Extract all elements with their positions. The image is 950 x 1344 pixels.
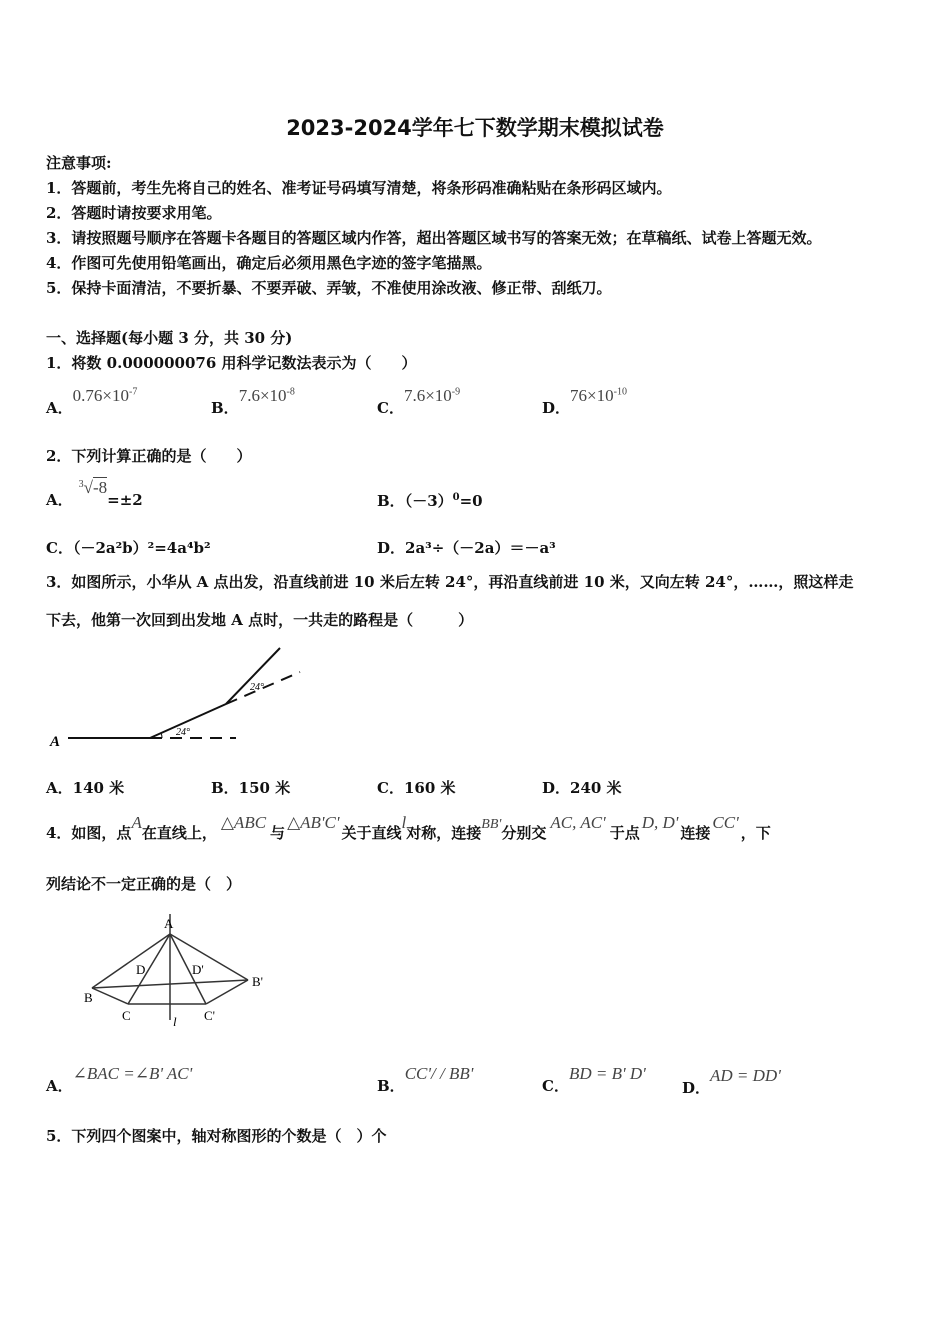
q4-label-b: B — [84, 990, 93, 1005]
q4-label-d2: D' — [192, 962, 204, 977]
section-heading: 一、选择题(每小题 3 分，共 30 分) — [46, 329, 293, 347]
q4-side-b2c2 — [206, 980, 248, 1004]
notes-heading: 注意事项: — [46, 154, 112, 172]
q4-label-d: D — [136, 962, 146, 977]
q1-option-d: D．$76\times 10^{-10}$ — [542, 386, 627, 417]
q4-label-a: A — [164, 916, 174, 931]
question-3-stem-line2: 下去，他第一次回到出发地 A 点时，一共走的路程是（ ） — [46, 611, 474, 629]
q3-angle-label-2: 24° — [250, 682, 264, 693]
q3-option-a: A．140 米 — [46, 779, 125, 797]
note-item: 4．作图可先使用铅笔画出，确定后必须用黑色字迹的签字笔描黑。 — [46, 254, 492, 272]
q1-option-c: C．$7.6\times 10^{-9}$ — [377, 386, 461, 417]
q2-option-d: D．2a³÷（－2a）＝－a³ — [377, 539, 556, 557]
page-title: 2023-2024学年七下数学期末模拟试卷 — [286, 116, 664, 140]
q4-label-c: C — [122, 1008, 131, 1023]
q1-option-a: A．$0.76\times 10^{-7}$ — [46, 386, 138, 417]
q3-angle-label-1: 24° — [176, 727, 190, 738]
q4-option-d: D．AD = DD' — [682, 1066, 781, 1097]
note-item: 2．答题时请按要求用笔。 — [46, 204, 222, 222]
question-5-stem: 5．下列四个图案中，轴对称图形的个数是（ ）个 — [46, 1127, 387, 1145]
q2-option-b: B．$(-3)^0=0$ — [377, 492, 483, 510]
q4-side-bc — [92, 988, 128, 1004]
question-2-stem: 2．下列计算正确的是（ ） — [46, 447, 252, 465]
q4-option-b: B．CC'/ / BB' — [377, 1064, 474, 1095]
note-item: 3．请按照题号顺序在答题卡各题目的答题区域内作答，超出答题区域书写的答案无效；在草稿纸、试卷上答题无效。 — [46, 229, 822, 247]
q3-path-segment-3 — [226, 648, 280, 704]
question-3-stem-line1: 3．如图所示，小华从 A 点出发，沿直线前进 10 米后左转 24°，再沿直线前进 10 米，又向左转 24°，……，照这样走 — [46, 573, 854, 591]
q3-figure — [46, 640, 316, 755]
q3-option-c: C．160 米 — [377, 779, 456, 797]
q4-figure — [80, 910, 280, 1032]
q4-label-b2: B' — [252, 974, 264, 989]
q4-side-ac — [128, 934, 170, 1004]
question-4-stem: 4．如图，点A在直线上，△ABC与△AB'C'关于直线l对称，连接BB'分别交AC, AC'于点D, D'连接CC'，下 — [46, 813, 771, 842]
q4-option-a: A．∠BAC =∠B' AC' — [46, 1064, 193, 1095]
q3-option-b: B．150 米 — [211, 779, 291, 797]
q4-label-l: l — [173, 1014, 177, 1029]
q4-option-c: C．BD = B' D' — [542, 1064, 646, 1095]
q1-option-b: B．$7.6\times 10^{-8}$ — [211, 386, 295, 417]
q2-option-a: A．$^3$√-8=±2 — [46, 478, 143, 509]
note-item: 5．保持卡面清洁，不要折暴、不要弄破、弄皱，不准使用涂改液、修正带、刮纸刀。 — [46, 279, 612, 297]
q4-side-ab — [92, 934, 170, 988]
q3-point-a-label: A — [50, 734, 61, 750]
q2-option-c: C．（－2a²b）²=4a⁴b² — [46, 539, 211, 557]
q4-label-c2: C' — [204, 1008, 216, 1023]
q3-option-d: D．240 米 — [542, 779, 622, 797]
question-1-stem: 1．将数 0.000000076 用科学记数法表示为（ ） — [46, 354, 417, 372]
question-4-stem-line2: 列结论不一定正确的是（ ） — [46, 875, 242, 893]
note-item: 1．答题前，考生先将自己的姓名、准考证号码填写清楚，将条形码准确粘贴在条形码区域内。 — [46, 179, 672, 197]
